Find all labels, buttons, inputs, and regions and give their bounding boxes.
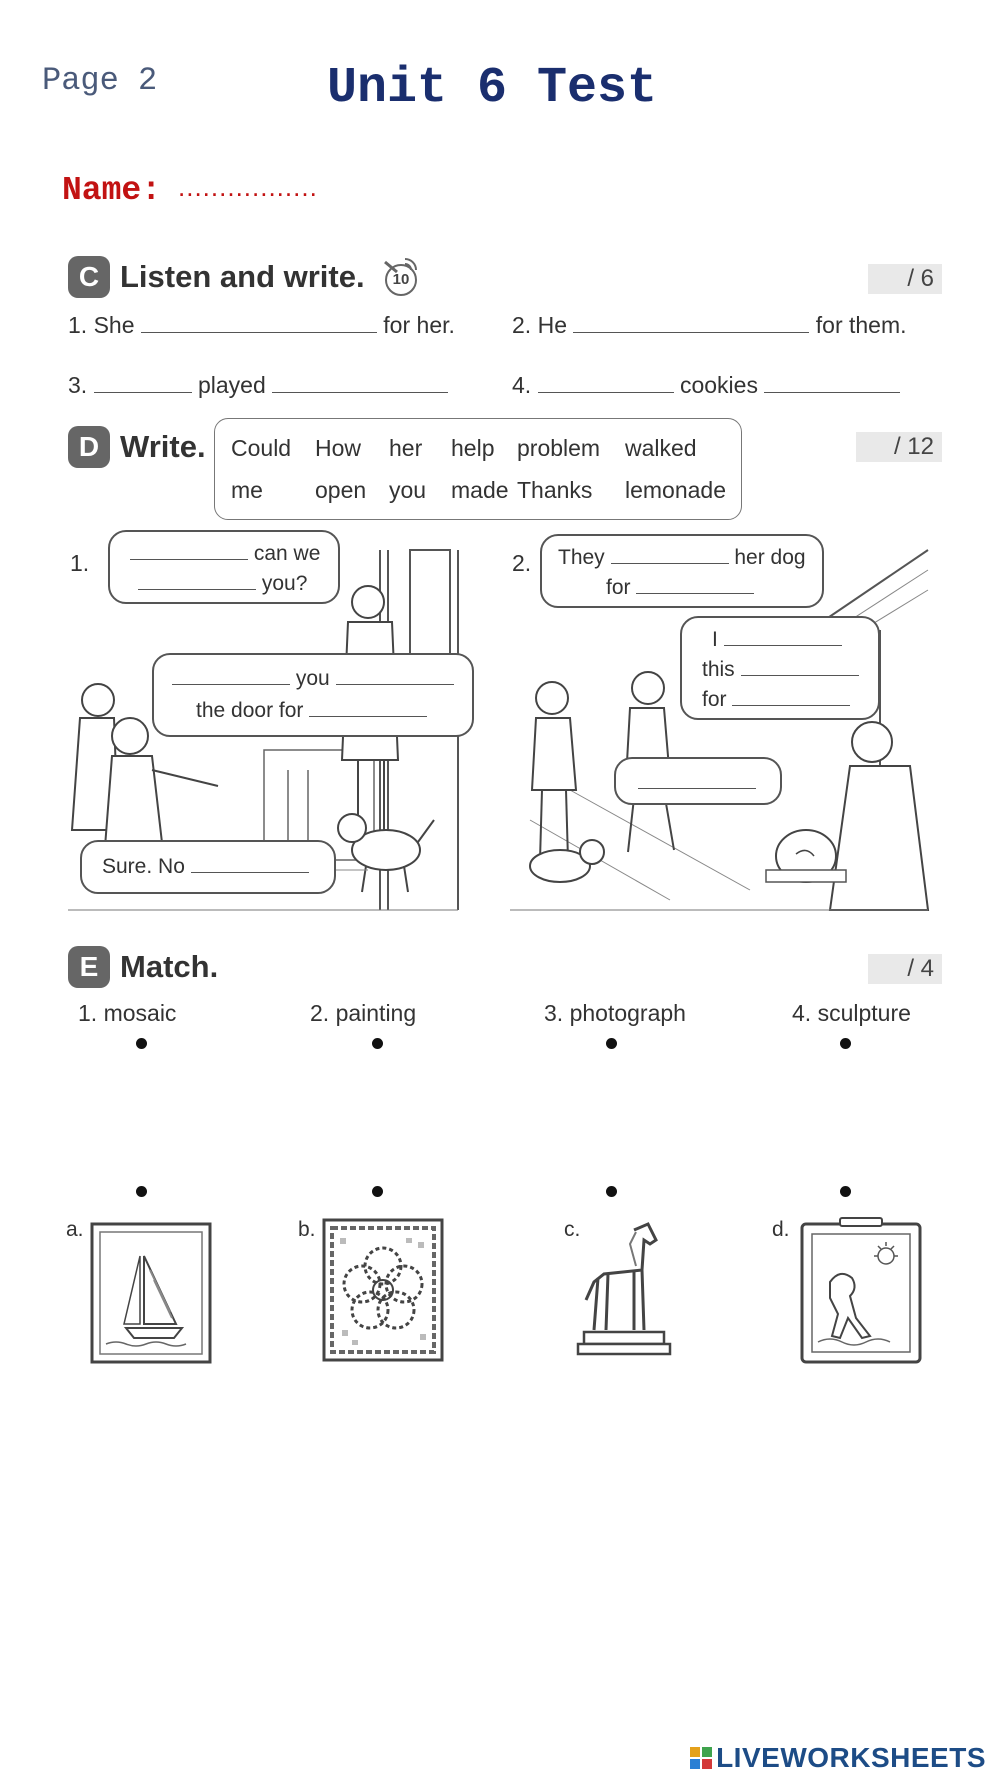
d2-speech-bubble-3: [614, 757, 782, 805]
match-item-4: 4. sculpture: [792, 1000, 911, 1026]
liveworksheets-logo: LIVEWORKSHEETS: [690, 1742, 986, 1774]
section-c-badge: C: [68, 256, 110, 298]
mosaic-flower-picture: [322, 1218, 446, 1364]
d-picture-2-number: 2.: [512, 550, 532, 576]
d1-b3-blank[interactable]: [191, 856, 309, 873]
d2-b1-blank-1[interactable]: [611, 547, 729, 564]
d1-b2-blank-3[interactable]: [309, 700, 427, 717]
dinosaur-photograph-picture: [800, 1218, 924, 1366]
section-d-score: / 12: [856, 432, 942, 462]
liveworksheets-icon: [690, 1747, 712, 1769]
c-item-4-blank-1[interactable]: [538, 372, 674, 393]
d2-b2-blank-2[interactable]: [741, 659, 859, 676]
c-item-1: 1. She for her.: [68, 312, 455, 338]
match-item-1: 1. mosaic: [78, 1000, 177, 1026]
d2-b3-blank[interactable]: [638, 772, 756, 789]
d2-speech-bubble-2: I this for: [680, 616, 880, 720]
word-bank-word: problem: [517, 435, 601, 461]
section-e-heading: [68, 946, 218, 988]
match-item-3: 3. photograph: [544, 1000, 686, 1026]
match-dot-top-3[interactable]: [606, 1038, 617, 1049]
d1-b1-blank-1[interactable]: [130, 543, 248, 560]
word-bank-word: you: [389, 477, 427, 503]
d2-b2-blank-3[interactable]: [732, 689, 850, 706]
sailboat-painting-picture: [90, 1220, 214, 1366]
word-bank-word: me: [231, 477, 263, 503]
d-picture-1-number: 1.: [70, 550, 90, 576]
page-number: Page 2: [42, 62, 158, 99]
match-dot-top-2[interactable]: [372, 1038, 383, 1049]
section-c-heading: [68, 256, 421, 298]
word-bank-word: help: [451, 435, 495, 461]
d1-speech-bubble-1: can we you?: [108, 530, 340, 604]
picture-label-d: d.: [772, 1218, 790, 1241]
word-bank-word: made: [451, 477, 509, 503]
c-item-2-blank[interactable]: [573, 312, 809, 333]
d1-b2-blank-1[interactable]: [172, 668, 290, 685]
match-dot-bottom-b[interactable]: [372, 1186, 383, 1197]
name-field[interactable]: .................: [178, 172, 318, 202]
c-item-3-blank-2[interactable]: [272, 372, 448, 393]
section-d-badge: D: [68, 426, 110, 468]
c-item-4: 4. cookies: [512, 372, 900, 399]
word-bank-word: her: [389, 435, 423, 461]
match-dot-bottom-a[interactable]: [136, 1186, 147, 1197]
picture-label-b: b.: [298, 1218, 316, 1241]
word-bank: [214, 418, 742, 520]
word-bank-word: open: [315, 477, 367, 503]
word-bank-word: lemonade: [625, 477, 727, 503]
word-bank-word: Could: [231, 435, 292, 461]
match-dot-bottom-d[interactable]: [840, 1186, 851, 1197]
word-bank-word: walked: [625, 435, 697, 461]
c-item-3-blank-1[interactable]: [94, 372, 192, 393]
d1-b1-blank-2[interactable]: [138, 573, 256, 590]
d2-speech-bubble-1: They her dog for: [540, 534, 824, 608]
c-item-1-blank[interactable]: [141, 312, 377, 333]
c-item-4-blank-2[interactable]: [764, 372, 900, 393]
word-bank-word: Thanks: [517, 477, 593, 503]
c-item-2: 2. He for them.: [512, 312, 907, 338]
match-dot-top-1[interactable]: [136, 1038, 147, 1049]
horse-sculpture-picture: [564, 1210, 684, 1370]
name-label: Name:: [62, 172, 162, 209]
section-e-score: / 4: [868, 954, 942, 984]
d2-b1-blank-2[interactable]: [636, 577, 754, 594]
audio-track-number: 10: [392, 271, 410, 288]
match-item-2: 2. painting: [310, 1000, 417, 1026]
section-e-title: Match.: [120, 949, 219, 984]
c-item-3: 3. played: [68, 372, 448, 399]
page-title: Unit 6 Test: [326, 60, 658, 117]
audio-track-icon[interactable]: [379, 256, 421, 298]
match-dot-bottom-c[interactable]: [606, 1186, 617, 1197]
section-c-score: / 6: [868, 264, 942, 294]
d2-b2-blank-1[interactable]: [724, 629, 842, 646]
d1-b2-blank-2[interactable]: [336, 668, 454, 685]
match-dot-top-4[interactable]: [840, 1038, 851, 1049]
section-c-title: Listen and write.: [120, 259, 365, 294]
d1-speech-bubble-2: you the door for: [152, 653, 474, 737]
picture-label-c: c.: [564, 1218, 581, 1241]
picture-label-a: a.: [66, 1218, 84, 1241]
word-bank-word: How: [315, 435, 362, 461]
section-d-heading: [68, 426, 206, 468]
section-d-title: Write.: [120, 429, 206, 464]
section-e-badge: E: [68, 946, 110, 988]
d1-speech-bubble-3: Sure. No: [80, 840, 336, 894]
